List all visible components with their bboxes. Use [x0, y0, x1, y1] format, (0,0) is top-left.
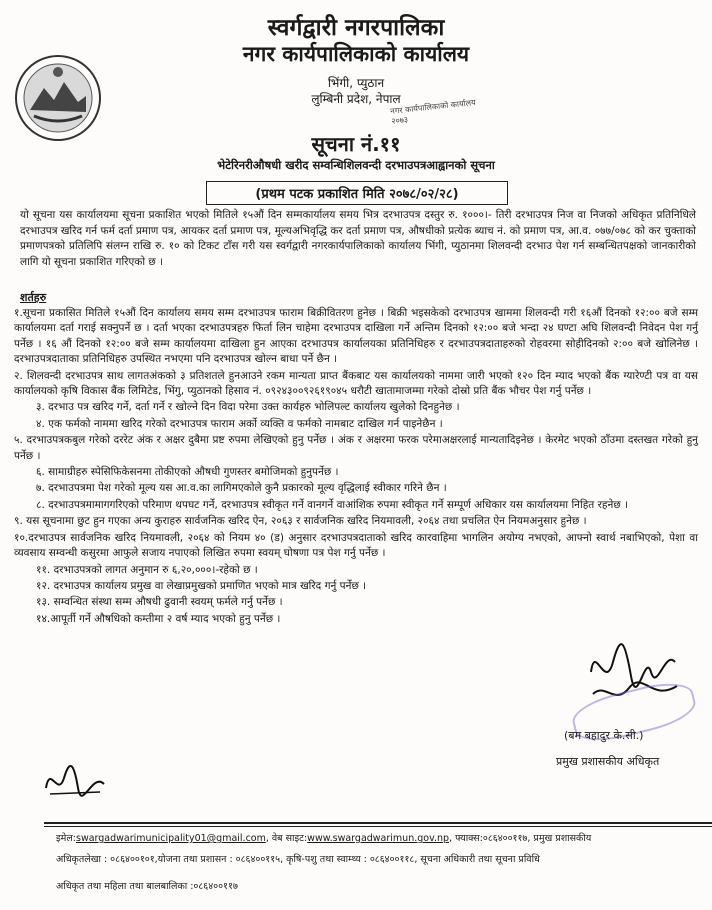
municipality-name: स्वर्गद्वारी नगरपालिका: [267, 15, 445, 41]
condition-item: ११. दरभाउपत्रको लागत अनुमान रु ६,२०,०००।-रहेको छ ।: [36, 563, 258, 576]
notice-subject: भेटेरिनरीऔषधी खरीद सम्वन्धिशिलवन्दी दरभाउपत्रआह्वानको सूचना: [217, 158, 495, 172]
office-name: नगर कार्यपालिकाको कार्यालय: [242, 42, 470, 66]
footer-divider-thin: [44, 826, 712, 827]
condition-item: १.सूचना प्रकासित मितिले १५औं दिन कार्यालय समय सम्म दरभाउपत्र फाराम बिक्रीवितरण हुनेछ । बिक्री भइसकेको दरभाउपत्र खाममा शिलवन्दी गरी १६औं दिनको १२:०० बजे सम्म कार्यालयमा दर्ता गराई सक्नुपर्ने छ । दर्ता भएका दरभाउपत्रहरु फिर्ता लिन चाहेमा दरभाउपत्र दाखिला गर्ने अन्तिम दिनको १२:०० बजे भन्दा २४ घण्टा अघि शिलवन्दी निवेदन पेश गर्नु पर्नेछ । १६ औं दिनको १२:०० बजे सम्म कार्यालयमा दाखिला हुन आएका दरभाउपत्र कार्यालयका प्रतिनिधिहरु र दरभाउपत्रदाताहरुको रोहवरमा सोहीदिनको २:०० बजे खोलिनेछ । दरभाउपत्रदाताका प्रतिनिधिहरु उपस्थित नभएमा पनि दरभाउपत्र खोल्न बाधा पर्ने छैन ।: [14, 307, 698, 366]
initials-signature: [40, 758, 110, 804]
condition-item: १३. सम्वन्धित संस्था सम्म औषधी ढुवानी स्वयम् फर्मले गर्नु पर्नेछ ।: [36, 596, 283, 609]
email-link[interactable]: swargadwarimunicipality01@gmail.com: [76, 833, 266, 844]
conditions-list: [14, 306, 698, 628]
condition-item: ४. एक फर्मको नाममा खरिद गरेको दरभाउपत्र फाराम अर्को व्यक्ति व फर्मको नामबाट दाखिल गर्न पाइनेछैन ।: [36, 417, 443, 430]
condition-item: २. शिलवन्दी दरभाउपत्र साथ लागतअंकको ३ प्रतिशतले हुनआउने रकम मान्यता प्राप्त बैंकबाट यस कार्यालयको नाममा जारी भएको १२० दिन म्याद भएको बैंक ग्यारेण्टी पत्र वा यस कार्यालयको कृषि विकास बैंक लिमिटेड, भिंगु, प्युठानको हिसाव नं. ०९२४३००९२६१९०४५ धरौटी खातामाजम्मा गरेको दोस्रो प्रति बैंक भौचर पेश गर्नु पर्नेछ ।: [14, 369, 698, 398]
website-label: , वेब साइट:: [265, 833, 308, 844]
condition-item: १४.आपूर्ती गर्ने औषधिको कम्तीमा २ वर्ष म्याद भएको हुनु पर्नेछ ।: [36, 612, 281, 625]
officer-title: प्रमुख प्रशासकीय अधिकृत: [556, 755, 660, 768]
notice-publish-date: (प्रथम पटक प्रकाशित मिति २०७८/०२/२८): [206, 181, 508, 205]
intro-paragraph: यो सूचना यस कार्यालयमा सूचना प्रकाशित भएको मितिले १५औं दिन सम्मकार्यालय समय भित्र दरभाउपत्र दस्तुर रु. १०००।- तिरी दरभाउपत्र निज वा निजको अधिकृत प्रतिनिधिले दरभाउपत्र खरिद गर्न फर्म दर्ता प्रमाण पत्र, आयकर दर्ता प्रमाण पत्र, मूल्यअभिवृद्धि कर दर्ता प्रमाण पत्र, औषधीको प्रत्येक ब्याच नं. को प्रमाण पत्र, आ.व. ०७७/०७८ को कर चुक्ताको प्रमाणपत्रको प्रतिलिपि संलग्न राखि रु. १० को टिकट टाँस गरी यस स्वर्गद्वारी नगरकार्यपालिकाको कार्यालय भिंगी, प्युठानमा शिलवन्दी दरभाउ पेश गर्न सम्बन्धितपक्षको जानकारीको लागि यो सूचना प्रकाशित गरिएको छ ।: [20, 209, 696, 268]
office-province: लुम्बिनी प्रदेश, नेपाल: [311, 92, 401, 106]
footer-contact-line: [56, 831, 706, 844]
condition-item: १०.दरभाउपत्र सार्वजनिक खरिद नियमावली, २०६४ को नियम ४० (ड) अनुसार दरभाउपत्रदाताको खरिद कारवाहिमा भागलिन अयोग्य नभएको, आफ्नो स्वार्थ नबाभिएको, पेशा वा व्यवसाय सम्वन्धी कसुरमा आफुले सजाय नपाएको लिखित रुपमा स्वयम् घोषणा पत्र पेश गर्नु पर्नेछ ।: [14, 531, 698, 560]
conditions-heading: शर्तहरु: [20, 291, 47, 304]
officer-name: (बम बहादुर के.सी.): [564, 729, 644, 742]
condition-item: ३. दरभाउ पत्र खरिद गर्ने, दर्ता गर्ने र खोल्ने दिन विदा परेमा उक्त कार्यहरु भोलिपल्ट कार्यालय खुलेको दिनहुनेछ ।: [36, 401, 460, 414]
footer-phone-line: अधिकृतलेखा : ०८६४००१०१,योजना तथा प्रशासन : ०८६४००११५, कृषि-पशु तथा स्वाम्थ्य : ०८६४००११८, सूचना अधिकारी तथा सूचना प्रविधि: [56, 854, 540, 865]
fax-text: , फ्याक्स:०८६४००११७, प्रमुख प्रशासकीय: [449, 833, 592, 844]
website-link[interactable]: www.swargadwarimun.gov.np: [307, 833, 450, 844]
notice-number: सूचना नं.११: [311, 132, 401, 156]
condition-item: ७. दरभाउपत्रमा पेश गरेको मूल्य यस आ.व.का लागिमएकोले कुनै प्रकारको मूल्य वृद्धिलाई स्वीकार गरिने छैन ।: [36, 482, 447, 495]
condition-item: १२. दरभाउपत्र कार्यालय प्रमुख वा लेखाप्रमुखको प्रमाणित भएको मात्र खरिद गर्नु पर्नेछ ।: [36, 579, 367, 592]
condition-item: ९. यस सूचनामा छुट हुन गएका अन्य कुराहरु सार्वजनिक खरिद ऐन, २०६३ र सार्वजनिक खरिद नियमावली, २०६४ तथा प्रचलित ऐन नियमअनुसार हुनेछ ।: [14, 515, 587, 528]
office-stamp: नगर कार्यपालिकाको कार्यालय २०७३: [389, 97, 477, 126]
condition-item: ६. सामाग्रीहरु स्पेसिफिकेसनमा तोकीएको औषधी गुणस्तर बमोजिमको हुनुपर्नेछ ।: [36, 466, 339, 479]
footer-phone-line-2: अधिकृत तथा महिला तथा बालबालिका :०८६४००११७: [56, 881, 238, 892]
condition-item: ५. दरभाउपत्रकबुल गरेको दररेट अंक र अक्षर दुबैमा प्रष्ट रुपमा लेखिएको हुनु पर्नेछ । अंक र अक्षरमा फरक परेमाअक्षरलाई मान्यतादिइनेछ । केरमेट भएको ठाँउमा दस्तखत गरेको हुनु पर्नेछ ।: [14, 434, 698, 462]
email-label: इमेल:: [56, 833, 76, 844]
office-place: भिंगी, प्युठान: [327, 76, 385, 90]
footer-divider: [44, 822, 712, 824]
condition-item: ८. दरभाउपत्रमामागगरिएको परिमाण थपघट गर्ने, दरभाउपत्र स्वीकृत गर्ने वानगर्ने वाआंशिक रुपमा स्वीकृत गर्ने सम्पूर्ण अधिकार यस कार्यालयमा निहित रहनेछ ।: [36, 498, 628, 511]
